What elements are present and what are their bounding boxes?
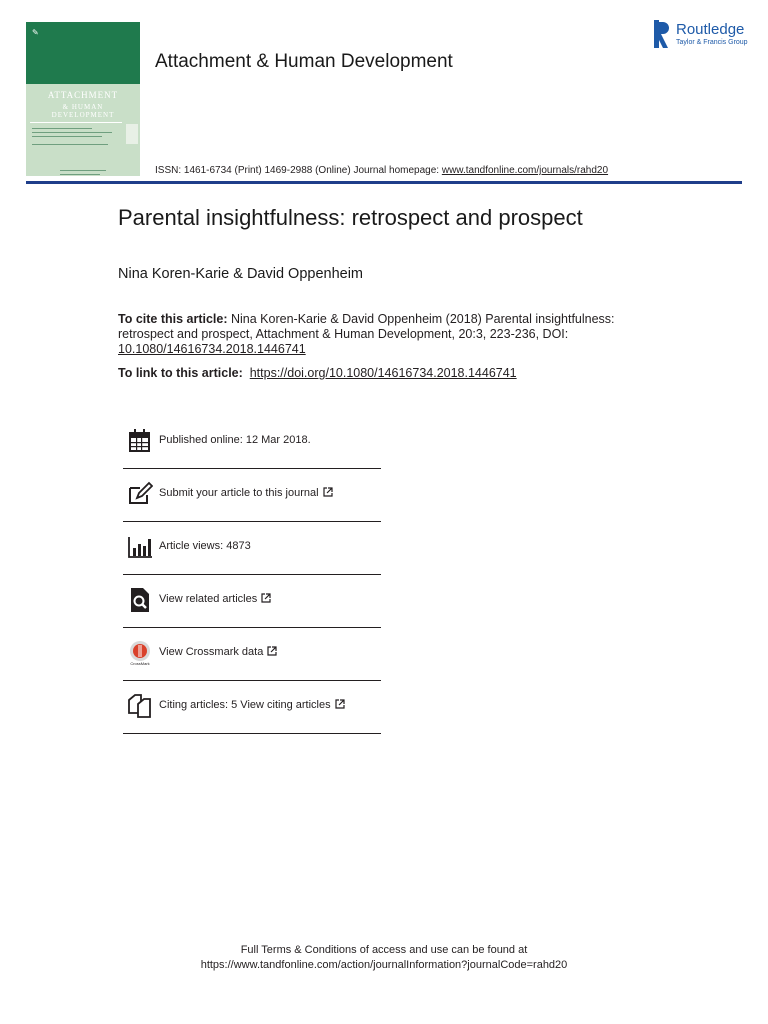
bar-chart-icon [127, 534, 153, 560]
terms-line: Full Terms & Conditions of access and use can be found at [240, 944, 528, 956]
submit-article-label: Submit your article to this journal [159, 487, 319, 499]
citing-articles-link[interactable] [159, 699, 345, 711]
crossmark-row[interactable] [123, 628, 381, 681]
cover-text-line [32, 128, 92, 129]
external-link-icon [323, 487, 333, 497]
journal-homepage-link[interactable]: www.tandfonline.com/journals/rahd20 [441, 165, 609, 176]
article-link-label: To link to this article: [118, 366, 243, 380]
views-row [123, 522, 381, 575]
journal-title: Attachment & Human Development [155, 51, 453, 72]
citing-icon [127, 693, 153, 719]
publisher-group: Taylor & Francis Group [676, 39, 748, 46]
external-link-icon [335, 699, 345, 709]
calendar-icon [127, 428, 153, 454]
cover-green-band [26, 22, 140, 84]
search-document-icon [127, 587, 153, 613]
publisher-name: Routledge [676, 21, 745, 38]
crossmark-label: View Crossmark data [159, 646, 264, 658]
crossmark-link[interactable] [159, 646, 277, 658]
cover-text-line [32, 144, 108, 145]
citation-block [118, 312, 638, 357]
issn-line [155, 165, 608, 176]
cover-title-line2: & HUMAN [62, 103, 104, 111]
external-link-icon [267, 646, 277, 656]
article-views: Article views: 4873 [159, 540, 251, 552]
article-link-line [118, 366, 517, 380]
cover-volume-box [126, 124, 138, 144]
citation-label: To cite this article: [118, 312, 228, 326]
crossmark-logo-text: CrossMark [130, 661, 150, 666]
related-articles-label: View related articles [159, 593, 258, 605]
cover-title-line1: ATTACHMENT [47, 90, 119, 100]
published-row [123, 416, 381, 469]
header-divider [26, 181, 742, 184]
edit-icon [127, 481, 153, 507]
published-date: Published online: 12 Mar 2018. [159, 434, 311, 446]
cover-text-line [32, 132, 112, 133]
journal-cover-image [26, 22, 140, 176]
issn-text: ISSN: 1461-6734 (Print) 1469-2988 (Online) Journal homepage: [155, 165, 442, 176]
cover-divider [30, 122, 122, 123]
submit-article-row[interactable] [123, 469, 381, 522]
citing-articles-label: Citing articles: 5 View citing articles [159, 699, 331, 711]
citing-articles-row[interactable] [123, 681, 381, 734]
cover-title-line3: DEVELOPMENT [51, 111, 115, 119]
routledge-logo [654, 20, 750, 50]
submit-article-link[interactable] [159, 487, 333, 499]
cover-mark: ✎ [32, 28, 39, 37]
article-info-list [123, 416, 381, 734]
related-articles-link[interactable] [159, 593, 271, 605]
citation-text: Nina Koren-Karie & David Oppenheim (2018) Parental insightfulness: retrospect and prospect, Attachment & Human Development, 20:3, 223-236, DOI: [118, 312, 615, 341]
cover-text-line [60, 174, 100, 175]
cover-text-line [60, 170, 106, 171]
article-title: Parental insightfulness: retrospect and prospect [118, 205, 583, 230]
cover-text-line [32, 136, 102, 137]
crossmark-icon [127, 640, 153, 666]
article-doi-link[interactable]: https://doi.org/10.1080/14616734.2018.1446741 [249, 366, 517, 380]
terms-footer [0, 943, 768, 972]
routledge-r-icon [654, 20, 670, 48]
related-articles-row[interactable] [123, 575, 381, 628]
external-link-icon [261, 593, 271, 603]
citation-doi-link[interactable]: 10.1080/14616734.2018.1446741 [118, 342, 306, 356]
terms-url[interactable]: https://www.tandfonline.com/action/journalInformation?journalCode=rahd20 [200, 958, 568, 971]
article-authors: Nina Koren-Karie & David Oppenheim [118, 266, 364, 282]
